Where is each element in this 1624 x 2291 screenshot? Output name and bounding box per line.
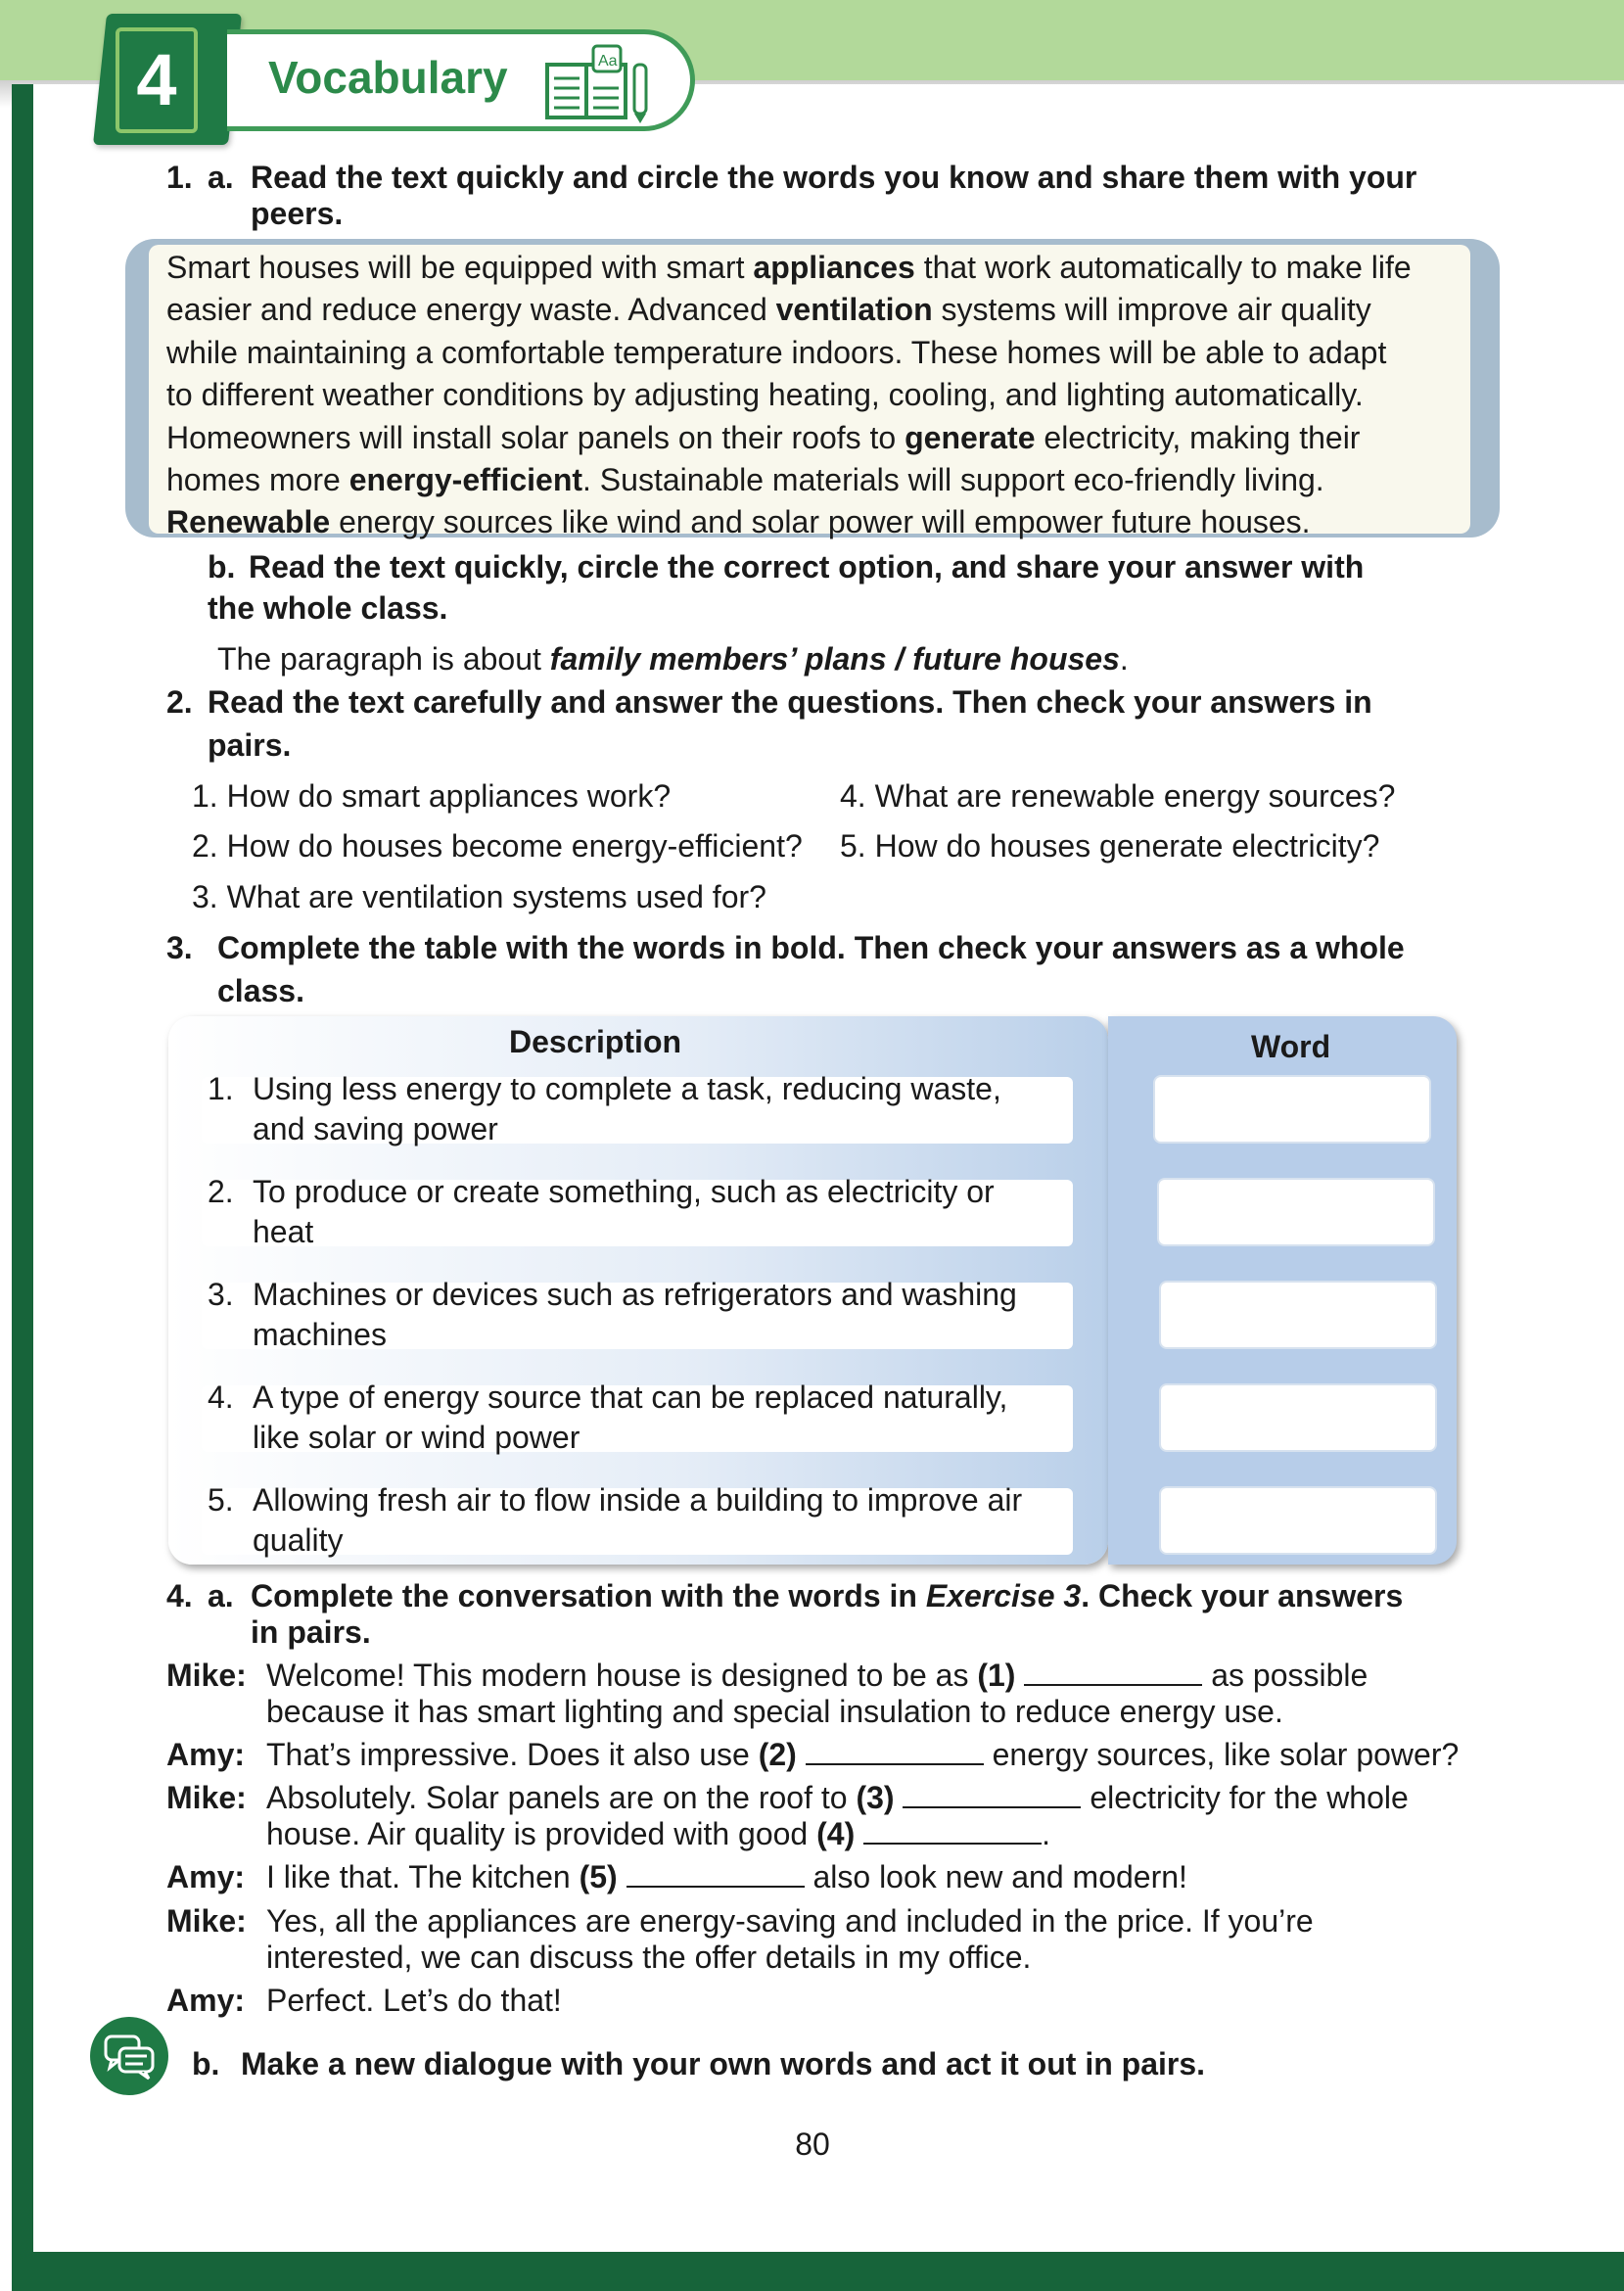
svg-text:Aa: Aa — [598, 53, 618, 70]
table-row-description: A type of energy source that can be replaced naturally, like solar or wind power — [253, 1379, 1008, 1455]
ex1b-options[interactable]: family members’ plans / future houses — [549, 641, 1120, 677]
ex3-instruction-line1: Complete the table with the words in bold. Then check your answers as a whole — [217, 930, 1405, 965]
question-item: 3. What are ventilation systems used for? — [192, 879, 766, 914]
word-answer-box-2[interactable] — [1157, 1178, 1435, 1246]
table-row-number: 4. — [208, 1379, 234, 1415]
table-row-number: 2. — [208, 1174, 234, 1209]
dialogue-line: Yes, all the appliances are energy-saving and included in the price. If you’re interested, we can discuss the offer details in my office. — [266, 1903, 1314, 1975]
description-column-header: Description — [509, 1024, 682, 1059]
ex2-instruction-line2: pairs. — [208, 727, 292, 763]
table-row-description: Machines or devices such as refrigerators and washing machines — [253, 1277, 1017, 1352]
ex1b-instruction-line1: Read the text quickly, circle the correct option, and share your answer with — [249, 549, 1365, 584]
ex1b-prompt: The paragraph is about family members’ plans / future houses. — [217, 641, 1129, 677]
word-answer-box-4[interactable] — [1159, 1383, 1437, 1452]
blank-3[interactable] — [903, 1781, 1081, 1808]
dialogue-line: Welcome! This modern house is designed to be as (1) as possible because it has smart lighting and special insulation to reduce energy use. — [266, 1658, 1369, 1729]
speaker-label: Mike: — [166, 1903, 247, 1939]
ex3-number: 3. — [166, 930, 193, 965]
ex3-instruction-line2: class. — [217, 973, 304, 1008]
section-title: Vocabulary — [268, 52, 508, 103]
dialogue-line: Absolutely. Solar panels are on the roof to (3) electricity for the whole house. Air quality is provided with good (4) . — [266, 1780, 1409, 1851]
word-answer-box-3[interactable] — [1159, 1281, 1437, 1349]
reading-line: homes more energy-efficient. Sustainable materials will support eco-friendly living. — [166, 462, 1324, 498]
reading-line: Smart houses will be equipped with smart appliances that work automatically to make life — [166, 250, 1412, 285]
speech-bubble-icon — [90, 2017, 168, 2095]
reading-text — [166, 247, 1468, 544]
ex1a-instruction-line2: peers. — [251, 196, 344, 231]
word-column-header: Word — [1251, 1029, 1331, 1064]
dialogue-line: That’s impressive. Does it also use (2) energy sources, like solar power? — [266, 1737, 1460, 1772]
ex4b-instruction: Make a new dialogue with your own words and act it out in pairs. — [241, 2046, 1206, 2081]
reading-line: while maintaining a comfortable temperature indoors. These homes will be able to adapt — [166, 334, 1387, 370]
word-answer-box-5[interactable] — [1159, 1486, 1437, 1555]
left-frame-bar — [12, 84, 33, 2291]
ex2-number: 2. — [166, 684, 193, 720]
ex1b-letter: b. — [208, 549, 236, 584]
ex1b-instruction-line2: the whole class. — [208, 590, 448, 626]
table-row-description: To produce or create something, such as electricity or heat — [253, 1174, 995, 1249]
reading-line: to different weather conditions by adjusting heating, cooling, and lighting automatically. — [166, 377, 1364, 413]
blank-5[interactable] — [626, 1860, 805, 1888]
ex1a-letter: a. — [208, 160, 234, 195]
question-item: 5. How do houses generate electricity? — [840, 828, 1380, 864]
blank-4[interactable] — [863, 1817, 1042, 1845]
table-row-description: Using less energy to complete a task, reducing waste, and saving power — [253, 1071, 1001, 1146]
page-number: 80 — [795, 2127, 830, 2162]
reading-line: easier and reduce energy waste. Advanced ventilation systems will improve air quality — [166, 292, 1371, 328]
ex2-instruction-line1: Read the text carefully and answer the questions. Then check your answers in — [208, 684, 1372, 720]
unit-number: 4 — [136, 39, 177, 120]
speaker-label: Amy: — [166, 1983, 246, 2018]
book-pencil-icon — [544, 43, 654, 123]
speaker-label: Amy: — [166, 1737, 246, 1772]
ex4-number: 4. — [166, 1578, 193, 1613]
blank-1[interactable] — [1024, 1659, 1202, 1686]
question-item: 2. How do houses become energy-efficient? — [192, 828, 803, 864]
question-item: 4. What are renewable energy sources? — [840, 778, 1396, 814]
speaker-label: Amy: — [166, 1859, 246, 1894]
table-row-number: 1. — [208, 1071, 234, 1106]
ex4a-instruction-line2: in pairs. — [251, 1614, 371, 1650]
blank-2[interactable] — [806, 1738, 984, 1765]
ex4a-letter: a. — [208, 1578, 234, 1613]
word-answer-box-1[interactable] — [1153, 1075, 1431, 1144]
table-row-number: 3. — [208, 1277, 234, 1312]
question-item: 1. How do smart appliances work? — [192, 778, 672, 814]
ex4a-instruction-line1: Complete the conversation with the words in Exercise 3. Check your answers — [251, 1578, 1404, 1613]
speaker-label: Mike: — [166, 1780, 247, 1815]
ex1-number: 1. — [166, 160, 193, 195]
dialogue-line: I like that. The kitchen (5) also look new and modern! — [266, 1859, 1187, 1894]
reading-line: Homeowners will install solar panels on their roofs to generate electricity, making their — [166, 419, 1361, 455]
ex4b-letter: b. — [192, 2046, 220, 2081]
reading-line: Renewable energy sources like wind and solar power will empower future houses. — [166, 504, 1311, 540]
ex1a-instruction-line1: Read the text quickly and circle the words you know and share them with your — [251, 160, 1417, 195]
bottom-frame-bar — [12, 2252, 1624, 2291]
dialogue-line: Perfect. Let’s do that! — [266, 1983, 562, 2018]
table-row-description: Allowing fresh air to flow inside a building to improve air quality — [253, 1482, 1023, 1558]
speaker-label: Mike: — [166, 1658, 247, 1693]
table-row-number: 5. — [208, 1482, 234, 1518]
